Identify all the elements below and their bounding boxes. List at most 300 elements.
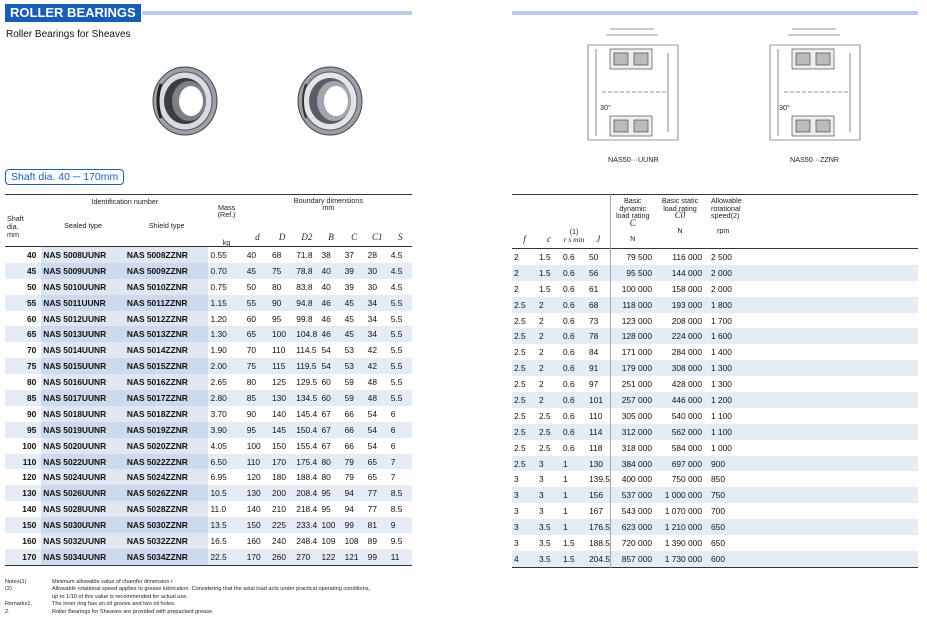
D2-cell: 208.4 [294, 485, 319, 501]
c-cell: 1.5 [537, 265, 561, 281]
mass-cell: 1.90 [210, 345, 227, 356]
header-dynamic-rating [610, 195, 655, 249]
static-rating-cell: 584 000 [671, 442, 702, 453]
C-cell: 59 [344, 377, 354, 388]
C1-cell: 34 [367, 313, 377, 324]
D-cell: 90 [270, 295, 294, 311]
speed-cell: 1 400 [711, 347, 732, 358]
c-cell: 3.5 [537, 519, 561, 535]
sealed-type-cell: NAS 5024UUNR [41, 469, 125, 485]
rs-min-cell: 0.6 [563, 379, 575, 390]
table-row [5, 469, 412, 485]
static-rating-cell: 540 000 [671, 410, 702, 421]
note-text: up to 1/10 of this value is recommended for actual use. [52, 593, 188, 600]
f-cell: 3 [514, 506, 519, 517]
C1-cell: 65 [366, 454, 389, 470]
sealed-type-cell: NAS 5016UUNR [41, 374, 125, 390]
B-cell: 80 [321, 472, 331, 483]
C1-cell: 34 [366, 326, 389, 342]
table-row [512, 503, 918, 519]
shield-type-cell: NAS 5009ZZNR [125, 263, 209, 279]
speed-cell: 750 [705, 487, 918, 503]
D-cell: 180 [272, 472, 286, 483]
S-cell: 5.5 [389, 326, 412, 342]
table-row [512, 551, 918, 567]
J-cell: 56 [587, 265, 610, 281]
d-cell: 50 [246, 281, 257, 292]
D2-cell: 134.5 [294, 390, 319, 406]
B-cell: 40 [321, 281, 331, 292]
table-row [512, 440, 918, 456]
B-cell: 95 [319, 485, 342, 501]
shield-type-cell: NAS 5013ZZNR [125, 326, 209, 342]
J-cell: 118 [589, 442, 603, 453]
J-cell: 50 [589, 251, 599, 262]
dynamic-rating-cell: 857 000 [610, 551, 655, 567]
S-cell: 9 [389, 517, 412, 533]
mass-cell: 2.00 [208, 358, 244, 374]
rs-min-cell: 0.6 [561, 328, 587, 344]
note-line [5, 594, 370, 601]
shaft-dia-cell: 120 [22, 472, 37, 483]
d-cell: 95 [245, 422, 270, 438]
B-cell: 80 [319, 454, 342, 470]
c-cell: 2 [539, 347, 544, 358]
rs-min-cell: 0.6 [561, 424, 587, 440]
header-dyn-symbol: C [629, 217, 636, 228]
mass-cell: 0.70 [208, 263, 244, 279]
dynamic-rating-cell: 128 000 [610, 328, 655, 344]
D2-cell: 104.8 [294, 326, 319, 342]
angle-label-left: 30° [600, 103, 611, 112]
shield-type-cell: NAS 5019ZZNR [125, 422, 209, 438]
C1-cell: 54 [367, 408, 377, 419]
speed-cell: 1 600 [705, 328, 918, 344]
speed-cell: 2 000 [705, 265, 918, 281]
d-cell: 70 [246, 345, 257, 356]
f-cell: 2 [512, 265, 537, 281]
J-cell: 130 [587, 456, 610, 472]
header-D: D [278, 232, 286, 242]
speed-cell: 600 [705, 551, 918, 567]
d-cell: 150 [245, 517, 270, 533]
sealed-type-cell: NAS 5013UUNR [41, 326, 125, 342]
C-cell: 59 [343, 390, 366, 406]
f-cell: 2 [514, 251, 519, 262]
J-cell: 156 [587, 487, 610, 503]
D2-cell: 188.4 [296, 472, 318, 483]
D-cell: 140 [272, 408, 286, 419]
d-cell: 40 [246, 249, 257, 260]
table-row [512, 535, 918, 551]
zznr-diagram-caption: NAS50···ZZNR [790, 155, 840, 164]
static-rating-cell: 144 000 [655, 265, 705, 281]
table-row [5, 422, 412, 438]
static-rating-cell: 428 000 [671, 379, 702, 390]
header-C: C [351, 232, 358, 242]
S-cell: 5.5 [389, 390, 412, 406]
speed-cell: 900 [705, 456, 918, 472]
rs-min-cell: 0.6 [563, 315, 575, 326]
header-static-rating [655, 195, 705, 249]
J-cell: 167 [589, 506, 603, 517]
J-cell: 91 [587, 360, 610, 376]
B-cell: 95 [321, 504, 331, 515]
C1-cell: 42 [366, 358, 389, 374]
header-allowable-speed [705, 195, 918, 249]
shield-type-cell: NAS 5011ZZNR [125, 295, 209, 311]
shield-type-cell: NAS 5017ZZNR [125, 390, 209, 406]
D-cell: 80 [272, 281, 282, 292]
shield-bearing-photo [290, 62, 370, 140]
J-cell: 114 [587, 424, 610, 440]
table-row [5, 517, 412, 533]
C-cell: 79 [344, 472, 354, 483]
speed-cell: 650 [705, 519, 918, 535]
S-cell: 6 [389, 422, 412, 438]
header-boundary-dimensions: Boundary dimensions mm [293, 196, 363, 212]
rs-min-cell: 0.6 [561, 360, 587, 376]
shaft-dia-cell: 130 [5, 485, 41, 501]
dynamic-rating-cell: 118 000 [610, 297, 655, 313]
zznr-cross-section-diagram [760, 25, 875, 150]
J-cell: 176.5 [587, 519, 610, 535]
d-cell: 170 [245, 549, 270, 565]
c-cell: 3 [537, 456, 561, 472]
header-S: S [398, 232, 403, 242]
note-line [5, 586, 370, 593]
d-cell: 45 [245, 263, 270, 279]
table-row [5, 263, 412, 279]
B-cell: 40 [319, 263, 342, 279]
speed-cell: 1 300 [711, 379, 732, 390]
sealed-type-cell: NAS 5017UUNR [41, 390, 125, 406]
table-row [512, 265, 918, 281]
D-cell: 75 [270, 263, 294, 279]
note-text: The inner ring has an oil groove and two oil holes. [52, 601, 176, 608]
D-cell: 110 [272, 345, 286, 356]
table-row [5, 326, 412, 342]
mass-cell: 22.5 [208, 549, 244, 565]
J-cell: 73 [589, 315, 599, 326]
shield-type-cell: NAS 5010ZZNR [125, 279, 209, 295]
f-cell: 2.5 [514, 315, 526, 326]
shaft-dia-cell: 75 [5, 358, 41, 374]
B-cell: 100 [319, 517, 342, 533]
B-cell: 46 [319, 326, 342, 342]
S-cell: 9.5 [390, 535, 403, 546]
c-cell: 2.5 [539, 410, 551, 421]
D-cell: 100 [270, 326, 294, 342]
header-mass-label: Mass (Ref.) [217, 203, 236, 219]
D2-cell: 145.4 [296, 408, 318, 419]
header-sealed-type: Sealed type [64, 220, 103, 230]
header-speed-unit: rpm [717, 226, 730, 235]
static-rating-cell: 1 000 000 [655, 487, 705, 503]
mass-cell: 0.75 [210, 281, 227, 292]
f-cell: 2.5 [512, 424, 537, 440]
table-row [512, 249, 918, 265]
mass-cell: 6.50 [208, 454, 244, 470]
speed-cell: 700 [711, 506, 725, 517]
static-rating-cell: 562 000 [655, 424, 705, 440]
C-cell: 66 [343, 422, 366, 438]
B-cell: 67 [319, 422, 342, 438]
shaft-dia-cell: 70 [26, 345, 37, 356]
D2-cell: 175.4 [294, 454, 319, 470]
sealed-type-cell: NAS 5014UUNR [41, 342, 125, 358]
d-cell: 110 [245, 454, 270, 470]
B-cell: 38 [321, 249, 331, 260]
C-cell: 66 [344, 440, 354, 451]
C-cell: 39 [343, 263, 366, 279]
mass-cell: 6.95 [210, 472, 227, 483]
speed-cell: 1 700 [711, 315, 732, 326]
D2-cell: 78.8 [294, 263, 319, 279]
mass-cell: 1.30 [208, 326, 244, 342]
rs-min-cell: 0.6 [563, 251, 575, 262]
c-cell: 1.5 [539, 283, 551, 294]
d-cell: 140 [246, 504, 261, 515]
C1-cell: 77 [366, 485, 389, 501]
d-cell: 55 [245, 295, 270, 311]
S-cell: 4.5 [390, 249, 403, 260]
sealed-type-cell: NAS 5032UUNR [41, 533, 125, 549]
C1-cell: 54 [367, 440, 377, 451]
angle-label-right: 30° [779, 103, 790, 112]
note-line [5, 579, 370, 586]
shaft-dia-cell: 40 [26, 249, 37, 260]
d-cell: 160 [246, 535, 261, 546]
shaft-dia-cell: 100 [22, 440, 37, 451]
D-cell: 150 [272, 440, 286, 451]
shaft-dia-cell: 85 [5, 390, 41, 406]
D2-cell: 71.8 [296, 249, 313, 260]
uunr-diagram-caption: NAS50···UUNR [608, 155, 659, 164]
sealed-type-cell: NAS 5028UUNR [41, 501, 125, 517]
speed-cell: 2 000 [711, 283, 732, 294]
table-row [5, 295, 412, 311]
C-cell: 99 [343, 517, 366, 533]
sealed-type-cell: NAS 5012UUNR [41, 311, 125, 327]
shield-type-cell: NAS 5016ZZNR [125, 374, 209, 390]
mass-cell: 10.5 [208, 485, 244, 501]
mass-cell: 1.20 [210, 313, 227, 324]
J-cell: 61 [589, 283, 599, 294]
C1-cell: 34 [366, 295, 389, 311]
f-cell: 2.5 [514, 410, 526, 421]
C1-cell: 48 [366, 390, 389, 406]
header-speed-label: Allowable rotational speed(2) [711, 196, 742, 220]
d-cell: 80 [246, 377, 257, 388]
rs-min-cell: 0.6 [563, 283, 575, 294]
S-cell: 4.5 [389, 263, 412, 279]
note-line [5, 601, 370, 608]
shield-type-cell: NAS 5008ZZNR [125, 247, 209, 263]
rs-min-cell: 0.6 [563, 442, 575, 453]
f-cell: 2.5 [512, 360, 537, 376]
static-rating-cell: 208 000 [671, 315, 702, 326]
static-rating-cell: 116 000 [672, 251, 702, 262]
ratings-table [512, 194, 918, 568]
S-cell: 8.5 [389, 485, 412, 501]
rs-min-cell: 1 [561, 456, 587, 472]
c-cell: 3 [539, 506, 544, 517]
B-cell: 122 [319, 549, 342, 565]
D2-cell: 270 [294, 549, 319, 565]
table-row [5, 374, 412, 390]
dimensions-table [5, 194, 412, 566]
D-cell: 130 [270, 390, 294, 406]
c-cell: 1.5 [539, 251, 551, 262]
table-row [5, 311, 412, 327]
mass-cell: 13.5 [208, 517, 244, 533]
C-cell: 37 [344, 249, 354, 260]
mass-cell: 3.70 [210, 408, 227, 419]
S-cell: 5.5 [390, 313, 403, 324]
note-label: (2) [5, 586, 12, 593]
J-cell: 204.5 [587, 551, 610, 567]
dynamic-rating-cell: 171 000 [610, 344, 655, 360]
table-row [5, 549, 412, 565]
static-rating-cell: 193 000 [655, 297, 705, 313]
f-cell: 3 [512, 519, 537, 535]
B-cell: 60 [321, 377, 331, 388]
sealed-type-cell: NAS 5009UUNR [41, 263, 125, 279]
f-cell: 2.5 [514, 347, 526, 358]
header-stat-symbol: C0 [674, 210, 686, 220]
shaft-dia-cell: 50 [26, 281, 37, 292]
header-dyn-label: Basic dynamic load rating [615, 196, 650, 220]
J-cell: 139.5 [589, 474, 610, 485]
J-cell: 78 [587, 328, 610, 344]
table-row [512, 392, 918, 408]
B-cell: 46 [319, 295, 342, 311]
header-J: J [596, 234, 601, 244]
header-mass-unit: kg [222, 238, 231, 247]
C1-cell: 30 [367, 281, 377, 292]
sealed-type-cell: NAS 5030UUNR [41, 517, 125, 533]
page-subtitle: Roller Bearings for Sheaves [6, 29, 131, 40]
shaft-dia-cell: 80 [26, 377, 37, 388]
header-rs-label: r s min [563, 235, 585, 244]
C1-cell: 48 [367, 377, 377, 388]
header-rule-left [142, 11, 412, 15]
header-dyn-unit: N [630, 233, 636, 243]
B-cell: 67 [321, 440, 331, 451]
C1-cell: 89 [367, 535, 377, 546]
note-label: Remarks1. [5, 601, 33, 608]
sealed-type-cell: NAS 5019UUNR [41, 422, 125, 438]
J-cell: 110 [589, 410, 603, 421]
table-row [512, 376, 918, 392]
shield-type-cell: NAS 5022ZZNR [125, 454, 209, 470]
shield-type-cell: NAS 5034ZZNR [125, 549, 209, 565]
shield-type-cell: NAS 5015ZZNR [125, 358, 209, 374]
table-row [5, 358, 412, 374]
B-cell: 46 [321, 313, 331, 324]
table-row [512, 487, 918, 503]
S-cell: 5.5 [389, 358, 412, 374]
dynamic-rating-cell: 179 000 [610, 360, 655, 376]
dynamic-rating-cell: 623 000 [610, 519, 655, 535]
dynamic-rating-cell: 79 500 [610, 249, 655, 265]
c-cell: 2 [539, 379, 544, 390]
f-cell: 2 [514, 283, 519, 294]
speed-cell: 650 [711, 537, 725, 548]
shield-type-cell: NAS 5028ZZNR [125, 501, 209, 517]
rs-min-cell: 1 [563, 506, 568, 517]
table-row [512, 424, 918, 440]
c-cell: 3 [539, 474, 544, 485]
c-cell: 3 [537, 487, 561, 503]
D2-cell: 114.5 [296, 345, 317, 356]
header-rs-min [561, 195, 587, 249]
mass-cell: 0.55 [210, 249, 227, 260]
shield-type-cell: NAS 5032ZZNR [125, 533, 209, 549]
D2-cell: 248.4 [296, 535, 318, 546]
header-f: f [523, 234, 526, 244]
C-cell: 45 [343, 295, 366, 311]
D2-cell: 233.4 [294, 517, 319, 533]
f-cell: 3 [514, 474, 519, 485]
dynamic-rating-cell: 257 000 [610, 392, 655, 408]
static-rating-cell: 224 000 [655, 328, 705, 344]
dynamic-rating-cell: 100 000 [610, 281, 655, 297]
S-cell: 6 [390, 440, 396, 451]
B-cell: 67 [321, 408, 331, 419]
table-row [5, 342, 412, 358]
static-rating-cell: 750 000 [671, 474, 702, 485]
sealed-type-cell: NAS 5010UUNR [41, 279, 125, 295]
shaft-dia-cell: 150 [5, 517, 41, 533]
D2-cell: 119.5 [294, 358, 319, 374]
speed-cell: 1 100 [711, 410, 732, 421]
f-cell: 2.5 [514, 442, 526, 453]
d-cell: 60 [246, 313, 257, 324]
shaft-dia-cell: 55 [5, 295, 41, 311]
speed-cell: 1 100 [705, 424, 918, 440]
shaft-dia-cell: 90 [26, 408, 37, 419]
C1-cell: 28 [367, 249, 377, 260]
table-row [512, 360, 918, 376]
S-cell: 4.5 [390, 281, 403, 292]
C-cell: 79 [343, 454, 366, 470]
D-cell: 115 [270, 358, 294, 374]
mass-cell: 2.80 [208, 390, 244, 406]
shield-type-cell: NAS 5012ZZNR [125, 311, 209, 327]
S-cell: 5.5 [389, 295, 412, 311]
d-cell: 130 [245, 485, 270, 501]
C1-cell: 42 [367, 345, 377, 356]
D2-cell: 94.8 [294, 295, 319, 311]
B-cell: 54 [319, 358, 342, 374]
static-rating-cell: 1 730 000 [655, 551, 705, 567]
speed-cell: 1 200 [705, 392, 918, 408]
C1-cell: 77 [367, 504, 377, 515]
c-cell: 2 [537, 360, 561, 376]
table-row [512, 328, 918, 344]
table-row [512, 471, 918, 487]
table-row [5, 406, 412, 422]
J-cell: 101 [587, 392, 610, 408]
shaft-dia-cell: 170 [5, 549, 41, 565]
D-cell: 68 [272, 249, 282, 260]
table-row [512, 456, 918, 472]
S-cell: 6 [390, 408, 396, 419]
dynamic-rating-cell: 318 000 [610, 440, 655, 456]
note-text: Minimum allowable value of chamfer dimension r [52, 579, 173, 585]
